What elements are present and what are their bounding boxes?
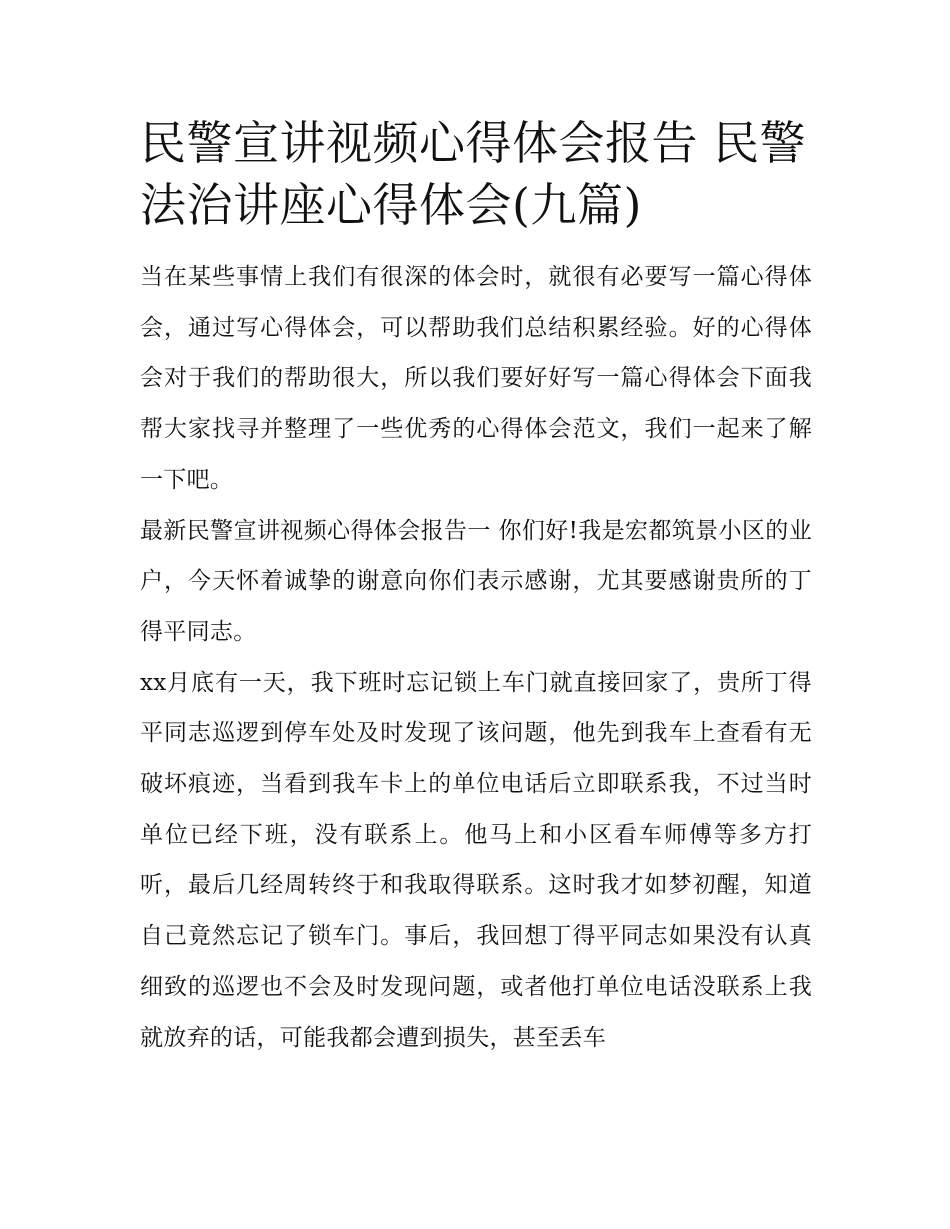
paragraph-letter-opening: 最新民警宣讲视频心得体会报告一 你们好!我是宏都筑景小区的业户，今天怀着诚挚的谢意向你们表示感谢，尤其要感谢贵所的丁得平同志。 <box>140 517 812 645</box>
paragraph-intro: 当在某些事情上我们有很深的体会时，就很有必要写一篇心得体会，通过写心得体会，可以帮助我们总结积累经验。好的心得体会对于我们的帮助很大，所以我们要好好写一篇心得体会下面我帮大家找寻并整理了一些优秀的心得体会范文，我们一起来了解一下吧。 <box>140 264 812 493</box>
document-title: 民警宣讲视频心得体会报告 民警法治讲座心得体会(九篇) <box>140 116 807 232</box>
paragraph-incident: xx月底有一天，我下班时忘记锁上车门就直接回家了，贵所丁得平同志巡逻到停车处及时发现了该问题，他先到我车上查看有无破坏痕迹，当看到我车卡上的单位电话后立即联系我，不过当时单位已经下班，没有联系上。他马上和小区看车师傅等多方打听，最后几经周转终于和我取得联系。这时我才如梦初醒，知道自己竟然忘记了锁车门。事后，我回想丁得平同志如果没有认真细致的巡逻也不会及时发现问题，或者他打单位电话没联系上我就放弃的话，可能我都会遭到损失，甚至丢车 <box>140 669 812 1051</box>
document-body <box>140 252 812 1063</box>
